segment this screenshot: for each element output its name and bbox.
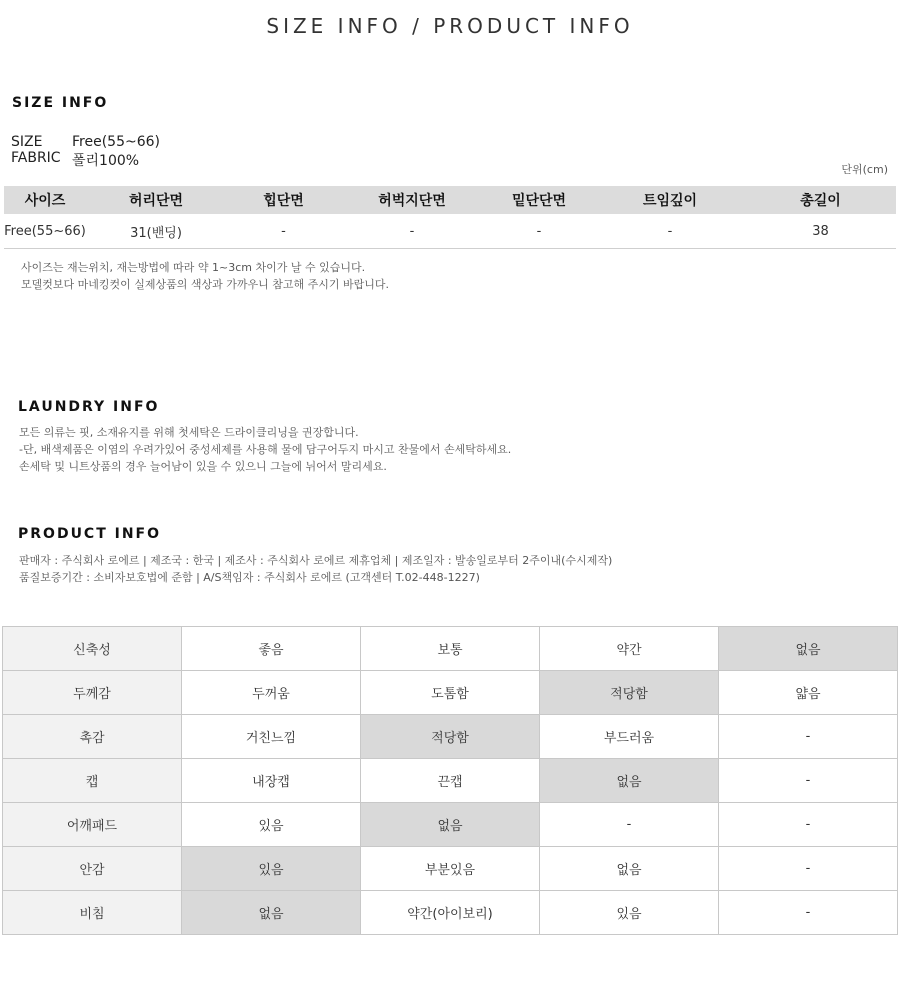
feature-option-selected: 없음 <box>540 759 719 803</box>
size-col-header: 허벅지단면 <box>341 186 483 214</box>
feature-label: 안감 <box>3 847 182 891</box>
size-table-row <box>4 214 896 249</box>
feature-option: - <box>719 759 898 803</box>
feature-label: 촉감 <box>3 715 182 759</box>
laundry-notes <box>19 424 511 475</box>
size-cell: Free(55~66) <box>4 214 86 249</box>
feature-option: 있음 <box>182 803 361 847</box>
feature-option: 있음 <box>540 891 719 935</box>
feature-row <box>3 759 898 803</box>
product-line: 품질보증기간 : 소비자보호법에 준함 | A/S책임자 : 주식회사 로에르 (고객센터 T.02-448-1227) <box>19 571 480 584</box>
feature-option: 얇음 <box>719 671 898 715</box>
feature-option: 약간(아이보리) <box>361 891 540 935</box>
feature-option-selected: 없음 <box>719 627 898 671</box>
feature-label: 어깨패드 <box>3 803 182 847</box>
feature-option: 좋음 <box>182 627 361 671</box>
feature-option-selected: 없음 <box>182 891 361 935</box>
size-note-line: 모델컷보다 마네킹컷이 실제상품의 색상과 가까우니 참고해 주시기 바랍니다. <box>21 278 390 291</box>
size-table-header-row <box>4 186 896 214</box>
feature-option: - <box>719 847 898 891</box>
fabric-value: 폴리100% <box>72 153 140 169</box>
spec-block <box>11 134 160 170</box>
feature-option: 거친느낌 <box>182 715 361 759</box>
feature-option-selected: 적당함 <box>361 715 540 759</box>
size-note-line: 사이즈는 재는위치, 재는방법에 따라 약 1~3cm 차이가 날 수 있습니다. <box>21 261 366 274</box>
product-notes <box>19 552 612 586</box>
size-value: Free(55~66) <box>72 134 160 150</box>
size-col-header: 총길이 <box>745 186 896 214</box>
size-table <box>4 186 896 249</box>
feature-row <box>3 803 898 847</box>
product-line: 판매자 : 주식회사 로에르 | 제조국 : 한국 | 제조사 : 주식회사 로에르 제휴업체 | 제조일자 : 발송일로부터 2주이내(수시제작) <box>19 554 613 567</box>
size-cell: - <box>226 214 341 249</box>
fabric-label: FABRIC <box>11 150 61 166</box>
size-col-header: 허리단면 <box>86 186 226 214</box>
feature-option: 두꺼움 <box>182 671 361 715</box>
feature-table <box>2 626 898 935</box>
size-info-title: SIZE INFO <box>12 95 109 111</box>
feature-row <box>3 627 898 671</box>
size-spec-row <box>11 134 160 150</box>
size-label: SIZE <box>11 134 43 150</box>
feature-option-selected: 없음 <box>361 803 540 847</box>
feature-label: 캡 <box>3 759 182 803</box>
size-cell: - <box>483 214 595 249</box>
size-col-header: 밑단단면 <box>483 186 595 214</box>
size-col-header: 트임깊이 <box>595 186 745 214</box>
laundry-line: -단, 배색제품은 이염의 우려가있어 중성세제를 사용해 물에 담구어두지 마시고 찬물에서 손세탁하세요. <box>19 443 512 456</box>
feature-option: - <box>540 803 719 847</box>
feature-option: 끈캡 <box>361 759 540 803</box>
feature-option: 도톰함 <box>361 671 540 715</box>
laundry-line: 손세탁 및 니트상품의 경우 늘어남이 있을 수 있으니 그늘에 뉘어서 말리세요. <box>19 460 387 473</box>
feature-row <box>3 847 898 891</box>
page-title: SIZE INFO / PRODUCT INFO <box>266 14 634 38</box>
size-cell: 31(밴딩) <box>86 214 226 249</box>
feature-row <box>3 715 898 759</box>
feature-option: - <box>719 715 898 759</box>
feature-label: 신축성 <box>3 627 182 671</box>
feature-option: - <box>719 891 898 935</box>
feature-option-selected: 적당함 <box>540 671 719 715</box>
product-info-title: PRODUCT INFO <box>18 526 162 542</box>
feature-option: 부분있음 <box>361 847 540 891</box>
feature-option-selected: 있음 <box>182 847 361 891</box>
size-notes <box>21 259 389 293</box>
feature-option: - <box>719 803 898 847</box>
laundry-line: 모든 의류는 핏, 소재유지를 위해 첫세탁은 드라이클리닝을 권장합니다. <box>19 426 359 439</box>
feature-option: 약간 <box>540 627 719 671</box>
size-cell: - <box>341 214 483 249</box>
feature-option: 없음 <box>540 847 719 891</box>
feature-label: 두께감 <box>3 671 182 715</box>
size-col-header: 힙단면 <box>226 186 341 214</box>
feature-option: 내장캡 <box>182 759 361 803</box>
feature-option: 부드러움 <box>540 715 719 759</box>
fabric-spec-row <box>11 150 160 170</box>
size-cell: 38 <box>745 214 896 249</box>
size-col-header: 사이즈 <box>4 186 86 214</box>
unit-label: 단위(cm) <box>841 163 888 176</box>
laundry-info-title: LAUNDRY INFO <box>18 399 160 415</box>
size-cell: - <box>595 214 745 249</box>
feature-label: 비침 <box>3 891 182 935</box>
feature-row <box>3 891 898 935</box>
feature-option: 보통 <box>361 627 540 671</box>
feature-row <box>3 671 898 715</box>
